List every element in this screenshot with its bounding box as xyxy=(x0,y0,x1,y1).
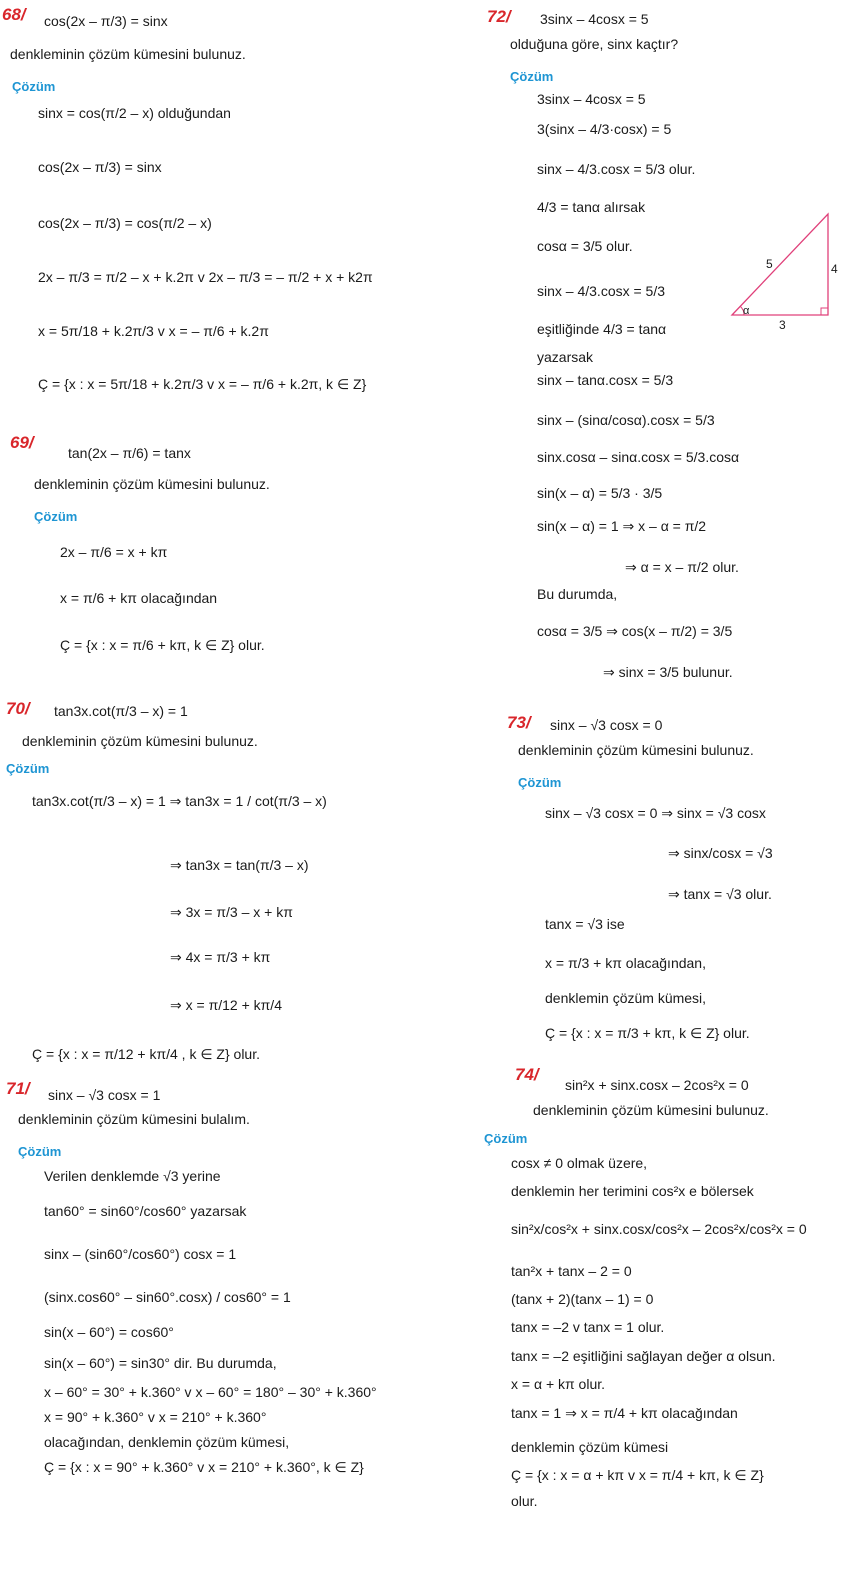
problem-68-number: 68/ xyxy=(2,5,26,24)
problem-68-step-5: x = 5π/18 + k.2π/3 v x = – π/6 + k.2π xyxy=(38,323,269,339)
problem-72-step-7: eşitliğinde 4/3 = tanα xyxy=(537,321,667,337)
problem-72-equation: 3sinx – 4cosx = 5 xyxy=(540,11,649,27)
problem-71-step-7: x – 60° = 30° + k.360° v x – 60° = 180° – 30° + k.360° xyxy=(44,1384,377,1400)
problem-74-step-7: tanx = –2 eşitliğini sağlayan değer α olsun. xyxy=(511,1348,776,1364)
problem-74-equation: sin²x + sinx.cosx – 2cos²x = 0 xyxy=(565,1077,749,1093)
problem-74-step-1: cosx ≠ 0 olmak üzere, xyxy=(511,1155,648,1171)
problem-73-instruction: denkleminin çözüm kümesini bulunuz. xyxy=(518,742,754,758)
problem-70-step-5: ⇒ x = π/12 + kπ/4 xyxy=(170,997,282,1013)
problem-72-solution-label: Çözüm xyxy=(510,69,554,84)
problem-69-step-1: 2x – π/6 = x + kπ xyxy=(60,544,168,560)
problem-71-step-2: tan60° = sin60°/cos60° yazarsak xyxy=(44,1203,247,1219)
problem-70-step-4: ⇒ 4x = π/3 + kπ xyxy=(170,949,271,965)
problem-72-result: ⇒ sinx = 3/5 bulunur. xyxy=(603,664,733,680)
triangle-angle-label: α xyxy=(743,305,750,317)
problem-73-step-1: sinx – √3 cosx = 0 ⇒ sinx = √3 cosx xyxy=(545,805,766,821)
problem-73-step-3: ⇒ tanx = √3 olur. xyxy=(668,886,772,902)
problem-73-equation: sinx – √3 cosx = 0 xyxy=(550,717,663,733)
problem-70-solution-label: Çözüm xyxy=(6,761,50,776)
problem-72-step-4: 4/3 = tanα alırsak xyxy=(537,199,646,215)
problem-72-step-3: sinx – 4/3.cosx = 5/3 olur. xyxy=(537,161,696,177)
problem-74-solution-set: Ç = {x : x = α + kπ v x = π/4 + kπ, k ∈ Z} xyxy=(511,1467,764,1483)
problem-73-step-2: ⇒ sinx/cosx = √3 xyxy=(668,845,773,861)
problem-72-step-15: Bu durumda, xyxy=(537,586,618,602)
problem-70-solution-set: Ç = {x : x = π/12 + kπ/4 , k ∈ Z} olur. xyxy=(32,1046,260,1062)
triangle-adjacent-label: 3 xyxy=(779,318,786,332)
problem-71-equation: sinx – √3 cosx = 1 xyxy=(48,1087,161,1103)
problem-74-conclusion: olur. xyxy=(511,1493,538,1509)
problem-72-step-2: 3(sinx – 4/3·cosx) = 5 xyxy=(537,121,672,137)
problem-73-solution-label: Çözüm xyxy=(518,775,562,790)
problem-69-number: 69/ xyxy=(10,433,34,452)
problem-73-step-5: x = π/3 + kπ olacağından, xyxy=(545,955,706,971)
problem-74-step-6: tanx = –2 v tanx = 1 olur. xyxy=(511,1319,665,1335)
problem-73-number: 73/ xyxy=(507,713,531,732)
problem-72-step-16: cosα = 3/5 ⇒ cos(x – π/2) = 3/5 xyxy=(537,623,733,639)
problem-74-solution-label: Çözüm xyxy=(484,1131,528,1146)
problem-71-solution-set: Ç = {x : x = 90° + k.360° v x = 210° + k.360°, k ∈ Z} xyxy=(44,1459,364,1475)
problem-70-equation: tan3x.cot(π/3 – x) = 1 xyxy=(54,703,188,719)
problem-72-question: olduğuna göre, sinx kaçtır? xyxy=(510,36,679,52)
problem-68-step-1: sinx = cos(π/2 – x) olduğundan xyxy=(38,105,231,121)
problem-68-solution-label: Çözüm xyxy=(12,79,56,94)
problem-69-solution-set: Ç = {x : x = π/6 + kπ, k ∈ Z} olur. xyxy=(60,637,265,653)
problem-68-step-4: 2x – π/3 = π/2 – x + k.2π v 2x – π/3 = – π/2 + x + k2π xyxy=(38,269,373,285)
problem-71-instruction: denkleminin çözüm kümesini bulalım. xyxy=(18,1111,250,1127)
problem-68-solution-set: Ç = {x : x = 5π/18 + k.2π/3 v x = – π/6 + k.2π, k ∈ Z} xyxy=(38,376,367,392)
problem-71-step-4: (sinx.cos60° – sin60°.cosx) / cos60° = 1 xyxy=(44,1289,291,1305)
triangle-opposite-label: 4 xyxy=(831,262,838,276)
problem-74-step-2: denklemin her terimini cos²x e bölersek xyxy=(511,1183,754,1199)
problem-70-number: 70/ xyxy=(6,699,30,718)
problem-71-step-1: Verilen denklemde √3 yerine xyxy=(44,1168,221,1184)
problem-68-equation: cos(2x – π/3) = sinx xyxy=(44,13,168,29)
problem-74-step-3: sin²x/cos²x + sinx.cosx/cos²x – 2cos²x/cos²x = 0 xyxy=(511,1221,807,1237)
problem-72-step-8: yazarsak xyxy=(537,349,594,365)
problem-69-solution-label: Çözüm xyxy=(34,509,78,524)
problem-73-solution-set: Ç = {x : x = π/3 + kπ, k ∈ Z} olur. xyxy=(545,1025,750,1041)
problem-74-step-5: (tanx + 2)(tanx – 1) = 0 xyxy=(511,1291,654,1307)
problem-70-step-1: tan3x.cot(π/3 – x) = 1 ⇒ tan3x = 1 / cot(π/3 – x) xyxy=(32,793,327,809)
problem-73-step-4: tanx = √3 ise xyxy=(545,916,625,932)
problem-71-step-6: sin(x – 60°) = sin30° dir. Bu durumda, xyxy=(44,1355,277,1371)
problem-74-step-4: tan²x + tanx – 2 = 0 xyxy=(511,1263,632,1279)
problem-71-step-3: sinx – (sin60°/cos60°) cosx = 1 xyxy=(44,1246,237,1262)
problem-74-step-10: denklemin çözüm kümesi xyxy=(511,1439,669,1455)
problem-72-step-6: sinx – 4/3.cosx = 5/3 xyxy=(537,283,666,299)
problem-71-solution-label: Çözüm xyxy=(18,1144,62,1159)
problem-70-instruction: denkleminin çözüm kümesini bulunuz. xyxy=(22,733,258,749)
problem-72-step-14: ⇒ α = x – π/2 olur. xyxy=(625,559,739,575)
problem-72-step-11: sinx.cosα – sinα.cosx = 5/3.cosα xyxy=(537,449,740,465)
problem-71-step-8: x = 90° + k.360° v x = 210° + k.360° xyxy=(44,1409,267,1425)
problem-72-step-9: sinx – tanα.cosx = 5/3 xyxy=(537,372,674,388)
problem-68-step-3: cos(2x – π/3) = cos(π/2 – x) xyxy=(38,215,212,231)
problem-73-step-6: denklemin çözüm kümesi, xyxy=(545,990,707,1006)
problem-72-number: 72/ xyxy=(487,7,511,26)
problem-70-step-2: ⇒ tan3x = tan(π/3 – x) xyxy=(170,857,309,873)
problem-74-instruction: denkleminin çözüm kümesini bulunuz. xyxy=(533,1102,769,1118)
problem-69-equation: tan(2x – π/6) = tanx xyxy=(68,445,191,461)
problem-70-step-3: ⇒ 3x = π/3 – x + kπ xyxy=(170,904,293,920)
problem-74-number: 74/ xyxy=(515,1065,539,1084)
triangle-hypotenuse-label: 5 xyxy=(766,257,773,271)
problem-71-number: 71/ xyxy=(6,1079,30,1098)
problem-72-step-13: sin(x – α) = 1 ⇒ x – α = π/2 xyxy=(537,518,707,534)
problem-69-step-2: x = π/6 + kπ olacağından xyxy=(60,590,218,606)
right-angle-mark xyxy=(821,308,828,315)
problem-72-step-12: sin(x – α) = 5/3 · 3/5 xyxy=(537,485,663,501)
problem-72-step-10: sinx – (sinα/cosα).cosx = 5/3 xyxy=(537,412,715,428)
problem-68-instruction: denkleminin çözüm kümesini bulunuz. xyxy=(10,46,246,62)
problem-72-step-1: 3sinx – 4cosx = 5 xyxy=(537,91,646,107)
problem-71-step-5: sin(x – 60°) = cos60° xyxy=(44,1324,174,1340)
triangle-shape xyxy=(732,214,828,315)
problem-69-instruction: denkleminin çözüm kümesini bulunuz. xyxy=(34,476,270,492)
problem-74-step-8: x = α + kπ olur. xyxy=(511,1376,606,1392)
problem-71-step-9: olacağından, denklemin çözüm kümesi, xyxy=(44,1434,290,1450)
problem-72-step-5: cosα = 3/5 olur. xyxy=(537,238,633,254)
problem-74-step-9: tanx = 1 ⇒ x = π/4 + kπ olacağından xyxy=(511,1405,738,1421)
problem-68-step-2: cos(2x – π/3) = sinx xyxy=(38,159,162,175)
